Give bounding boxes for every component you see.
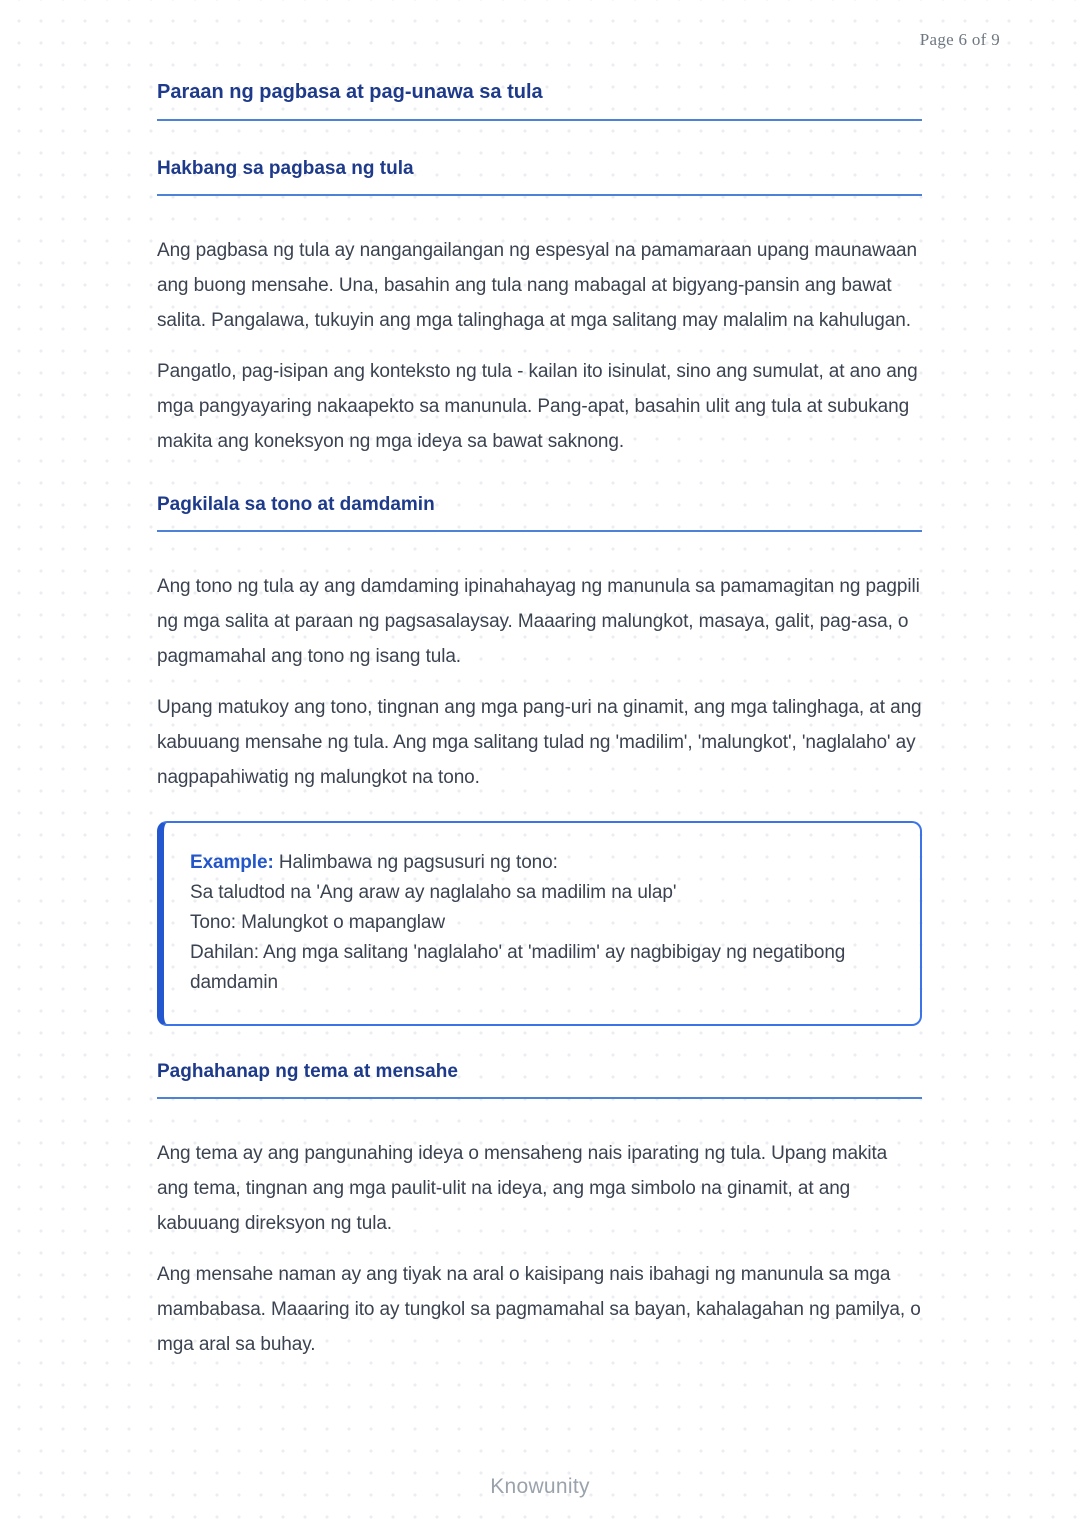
example-box — [157, 821, 922, 1026]
paragraph: Upang matukoy ang tono, tingnan ang mga pang-uri na ginamit, ang mga talinghaga, at ang kabuuang mensahe ng tula. Ang mga salitang tulad ng 'madilim', 'malungkot', 'naglalaho' ay nagpapahiwatig ng malungkot na tono. — [157, 697, 922, 788]
brand-footer: Knowunity — [490, 1475, 590, 1498]
page-number: Page 6 of 9 — [919, 30, 1000, 49]
section-pagkilala-sa-tono — [157, 493, 922, 1026]
document-title: Paraan ng pagbasa at pag-unawa sa tula — [157, 80, 922, 121]
paragraph: Ang tono ng tula ay ang damdaming ipinahahayag ng manunula sa pamamagitan ng pagpili ng mga salita at paraan ng pagsasalaysay. Maaaring malungkot, masaya, galit, pag-asa, o pagmamahal ang tono ng isang tula. — [157, 576, 920, 667]
paragraph: Ang tema ay ang pangunahing ideya o mensaheng nais iparating ng tula. Upang makita ang tema, tingnan ang mga paulit-ulit na ideya, ang mga simbolo na ginamit, at ang kabuuang direksyon ng tula. — [157, 1143, 888, 1234]
example-line: Tono: Malungkot o mapanglaw — [190, 912, 446, 933]
section-heading: Hakbang sa pagbasa ng tula — [157, 157, 922, 196]
example-label: Example: — [190, 852, 274, 873]
paragraph: Pangatlo, pag-isipan ang konteksto ng tula - kailan ito isinulat, sino ang sumulat, at ano ang mga pangyayaring nakaapekto sa manunula. Pang-apat, basahin ulit ang tula at subukang makita ang koneksyon ng mga ideya sa bawat saknong. — [157, 361, 918, 452]
section-heading: Paghahanap ng tema at mensahe — [157, 1060, 922, 1099]
example-line: Dahilan: Ang mga salitang 'naglalaho' at 'madilim' ay nagbibigay ng negatibong damdamin — [190, 942, 846, 993]
example-intro-line — [190, 848, 890, 878]
section-paghahanap-ng-tema — [157, 1060, 922, 1362]
example-intro-text: Halimbawa ng pagsusuri ng tono: — [278, 852, 558, 873]
section-heading: Pagkilala sa tono at damdamin — [157, 493, 922, 532]
paragraph: Ang mensahe naman ay ang tiyak na aral o kaisipang nais ibahagi ng manunula sa mga mambabasa. Maaaring ito ay tungkol sa pagmamahal sa bayan, kahalagahan ng pamilya, o mga aral sa buhay. — [157, 1264, 921, 1355]
section-hakbang-sa-pagbasa — [157, 157, 922, 459]
example-line: Sa taludtod na 'Ang araw ay naglalaho sa madilim na ulap' — [190, 882, 677, 903]
paragraph: Ang pagbasa ng tula ay nangangailangan ng espesyal na pamamaraan upang maunawaan ang buong mensahe. Una, basahin ang tula nang mabagal at bigyang-pansin ang bawat salita. Pangalawa, tukuyin ang mga talinghaga at mga salitang may malalim na kahulugan. — [157, 240, 917, 331]
